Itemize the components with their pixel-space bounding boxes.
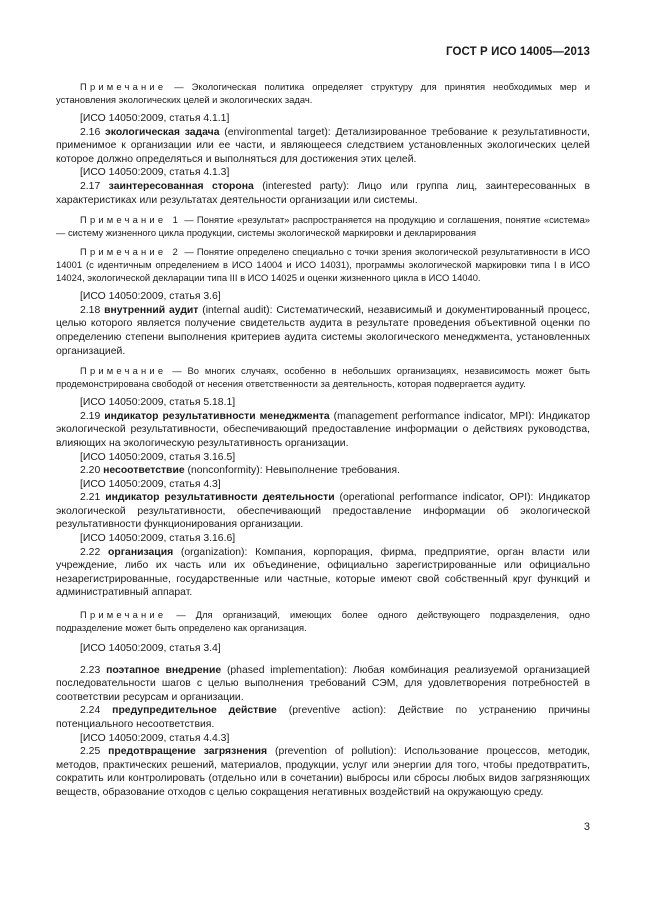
term-name: предупредительное действие: [112, 705, 277, 717]
reference: [ИСО 14050:2009, статья 3.6]: [80, 291, 221, 303]
term-definition: [56, 664, 590, 705]
term-number: 2.17: [80, 180, 101, 192]
term-definition: [56, 410, 590, 451]
term-definition: [56, 126, 590, 167]
term-number: 2.25: [80, 746, 101, 758]
term-text: (preventive action): Действие по устранению причины потенциального несоответствия.: [56, 705, 590, 730]
note-paragraph: [56, 364, 590, 390]
reference: [ИСО 14050:2009, статья 4.3]: [80, 478, 221, 490]
term-text: (management performance indicator, MPI): Индикатор экологической результативности, обеспечивающий предоставление информации о действиях руководства, влияющих на экологическую результативность организации.: [56, 410, 590, 449]
term-name: индикатор результативности менеджмента: [104, 410, 330, 422]
term-definition: [56, 304, 590, 358]
term-name: предотвращение загрязнения: [108, 746, 268, 758]
reference: [ИСО 14050:2009, статья 5.18.1]: [80, 397, 236, 409]
term-text: (internal audit): Систематический, независимый и документированный процесс, целью которого является получение свидетельств аудита в результате проведения объективной оценки по определению степени выполнения критериев аудита системы экологического менеджмента, установленных организацией.: [56, 304, 591, 357]
term-name: поэтапное внедрение: [106, 664, 222, 676]
term-text: (environmental target): Детализированное требование к результативности, применимое к организации или ее части, и являющееся следствием установленных экологических целей которое должно определяться и выполняться для достижения этих целей.: [56, 126, 590, 165]
term-name: несоответствие: [103, 465, 185, 477]
term-name: внутренний аудит: [104, 304, 199, 316]
term-text: (nonconformity): Невыполнение требования.: [184, 465, 400, 477]
note-label: Примечание: [80, 365, 167, 377]
term-number: 2.22: [80, 546, 101, 558]
note-paragraph: [56, 80, 590, 106]
document-body: [56, 80, 590, 800]
note-label: Примечание: [80, 81, 167, 92]
reference: [ИСО 14050:2009, статья 4.1.3]: [80, 167, 230, 179]
page-number: 3: [583, 821, 590, 833]
term-definition: [56, 464, 590, 478]
term-number: 2.23: [80, 664, 101, 676]
term-text: (interested party): Лицо или группа лиц, заинтересованных в характеристиках или результатах деятельности организации или системы.: [56, 180, 591, 206]
term-number: 2.20: [80, 465, 101, 477]
note-text: — Понятие «результат» распространяется на продукцию и соглашения, понятие «система» — систему жизненного цикла продукции, системы экологической маркировки и декларирования: [56, 214, 590, 239]
term-text: (phased implementation): Любая комбинация реализуемой организацией последовательности шагов с целью выполнения требований СЭМ, для удовлетворения потребностей в соответствии ресурсам и организации.: [56, 664, 590, 703]
term-number: 2.18: [80, 304, 101, 316]
term-definition: [56, 704, 590, 731]
term-definition: [56, 491, 590, 532]
note-label: Примечание 2: [80, 246, 182, 258]
reference: [ИСО 14050:2009, статья 3.16.5]: [80, 451, 236, 463]
note-label: Примечание: [80, 609, 167, 621]
note-text: — Во многих случаях, особенно в небольших организациях, независимость может быть продемонстрирована свободой от несения ответственности за деятельность, которая подвергается аудиту.: [56, 365, 590, 390]
note-paragraph: [56, 608, 590, 634]
term-name: заинтересованная сторона: [108, 180, 254, 192]
term-number: 2.19: [80, 410, 101, 422]
term-number: 2.16: [80, 126, 101, 138]
term-text: (prevention of pollution): Использование процессов, методик, методов, практических решений, материалов, продукции, услуг или энергии для того, чтобы предотвратить, сократить или контролировать (отдельно или в сочетании) выбросы или сбросы любых видов загрязняющих веществ, образование отходов с целью сокращения негативных воздействий на окружающую среду.: [56, 746, 590, 798]
term-number: 2.21: [80, 492, 101, 504]
term-number: 2.24: [80, 705, 101, 717]
reference: [ИСО 14050:2009, статья 4.4.3]: [80, 732, 230, 744]
note-text: — Для организаций, имеющих более одного действующего подразделения, одно подразделение может быть определено как организация.: [56, 609, 590, 634]
reference: [ИСО 14050:2009, статья 3.4]: [80, 643, 221, 655]
note-paragraph: [56, 213, 590, 239]
note-text: — Экологическая политика определяет структуру для принятия необходимых мер и установления экологических целей и экологических задач.: [56, 81, 590, 105]
term-name: индикатор результативности деятельности: [105, 492, 335, 504]
note-label: Примечание 1: [80, 214, 182, 226]
term-name: организация: [108, 546, 174, 558]
term-definition: [56, 745, 590, 799]
term-text: (organization): Компания, корпорация, фирма, предприятие, орган власти или учреждение, либо их часть или их объединение, официально зарегистрированные или официально незарегистрированные, государственные или частные, которые имеют свой собственный круг функций и административный аппарат.: [56, 546, 590, 599]
reference: [ИСО 14050:2009, статья 4.1.1]: [80, 113, 230, 124]
term-name: экологическая задача: [105, 126, 220, 138]
note-text: — Понятие определено специально с точки зрения экологической результативности в ИСО 14001 (с идентичным определением в ИСО 14004 и ИСО 14031), программы экологической маркировки типа I в ИСО 14024, экологической декларации типа III в ИСО 14025 и оценки жизненного цикла в ИСО 14040.: [56, 246, 590, 284]
reference: [ИСО 14050:2009, статья 3.16.6]: [80, 533, 236, 545]
term-definition: [56, 546, 590, 600]
standard-header: ГОСТ Р ИСО 14005—2013: [445, 46, 590, 58]
term-definition: [56, 180, 590, 207]
note-paragraph: [56, 245, 590, 284]
term-text: (operational performance indicator, OPI): Индикатор экологической результативности, обеспечивающий предоставление информации об экологической результативности функционирования организации.: [56, 492, 590, 531]
